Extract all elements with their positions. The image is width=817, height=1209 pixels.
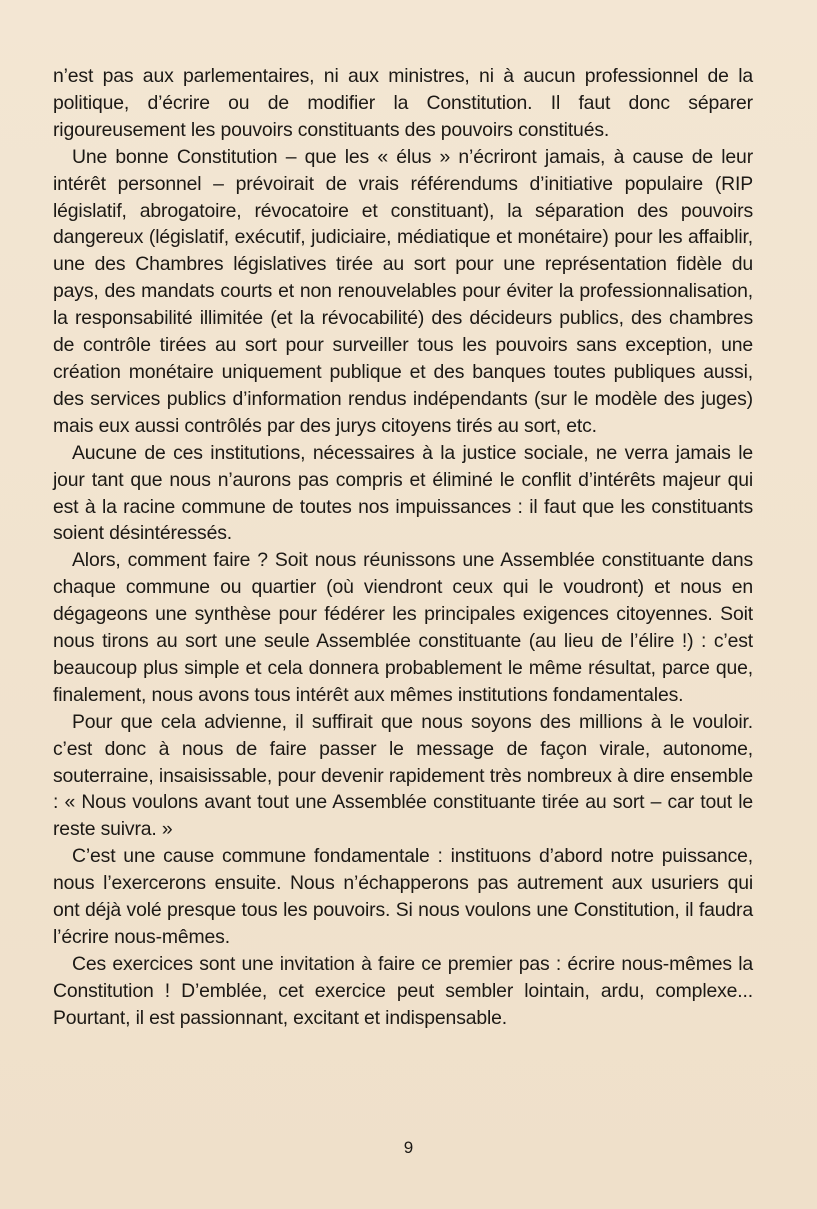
page-number: 9 [403, 1138, 414, 1157]
paragraph-5: Pour que cela advienne, il suffirait que nous soyons des millions à le vouloir. c’est donc à nous de faire passer le message de façon virale, autonome, souterraine, insaisissable, pour devenir rapidement très nombreux à dire ensemble : « Nous voulons avant tout une Assemblée constituante tirée au sort – car tout le reste suivra. » [53, 710, 753, 841]
paragraph-4: Alors, comment faire ? Soit nous réunissons une Assemblée constituante dans chaque commune ou quartier (où viendront ceux qui le voudront) et nous en dégageons une synthèse pour fédérer les principales exigences citoyennes. Soit nous tirons au sort une seule Assemblée constituante (au lieu de l’élire !) : c’est beaucoup plus simple et cela donnera probablement le même résultat, parce que, finalement, nous avons tous intérêt aux mêmes institutions fondamentales. [53, 549, 753, 706]
body-text [53, 63, 753, 1032]
paragraph-1: n’est pas aux parlementaires, ni aux ministres, ni à aucun professionnel de la politique, d’écrire ou de modifier la Constitution. Il faut donc séparer rigoureusement les pouvoirs constituants des pouvoirs constitués. [53, 65, 753, 141]
paragraph-2: Une bonne Constitution – que les « élus » n’écriront jamais, à cause de leur intérêt personnel – prévoirait de vrais référendums d’initiative populaire (RIP législatif, abrogatoire, révocatoire et constituant), la séparation des pouvoirs dangereux (législatif, exécutif, judiciaire, médiatique et monétaire) pour les affaiblir, une des Chambres législatives tirée au sort pour une représentation fidèle du pays, des mandats courts et non renouvelables pour éviter la professionnalisation, la responsabilité illimitée (et la révocabilité) des décideurs publics, des chambres de contrôle tirées au sort pour surveiller tous les pouvoirs sans exception, une création monétaire uniquement publique et des banques toutes publiques aussi, des services publics d’information rendus indépendants (sur le modèle des juges) mais eux aussi contrôlés par des jurys citoyens tirés au sort, etc. [53, 145, 753, 437]
paragraph-3: Aucune de ces institutions, nécessaires à la justice sociale, ne verra jamais le jour tant que nous n’aurons pas compris et éliminé le conflit d’intérêts majeur qui est à la racine commune de toutes nos impuissances : il faut que les constituants soient désintéressés. [53, 441, 753, 545]
paragraph-6: C’est une cause commune fondamentale : instituons d’abord notre puissance, nous l’exercerons ensuite. Nous n’échapperons pas autrement aux usuriers qui ont déjà volé presque tous les pouvoirs. Si nous voulons une Constitution, il faudra l’écrire nous-mêmes. [53, 845, 753, 948]
paragraph-7: Ces exercices sont une invitation à faire ce premier pas : écrire nous-mêmes la Constitution ! D’emblée, cet exercice peut sembler lointain, ardu, complexe... Pourtant, il est passionnant, excitant et indispensable. [53, 952, 753, 1029]
